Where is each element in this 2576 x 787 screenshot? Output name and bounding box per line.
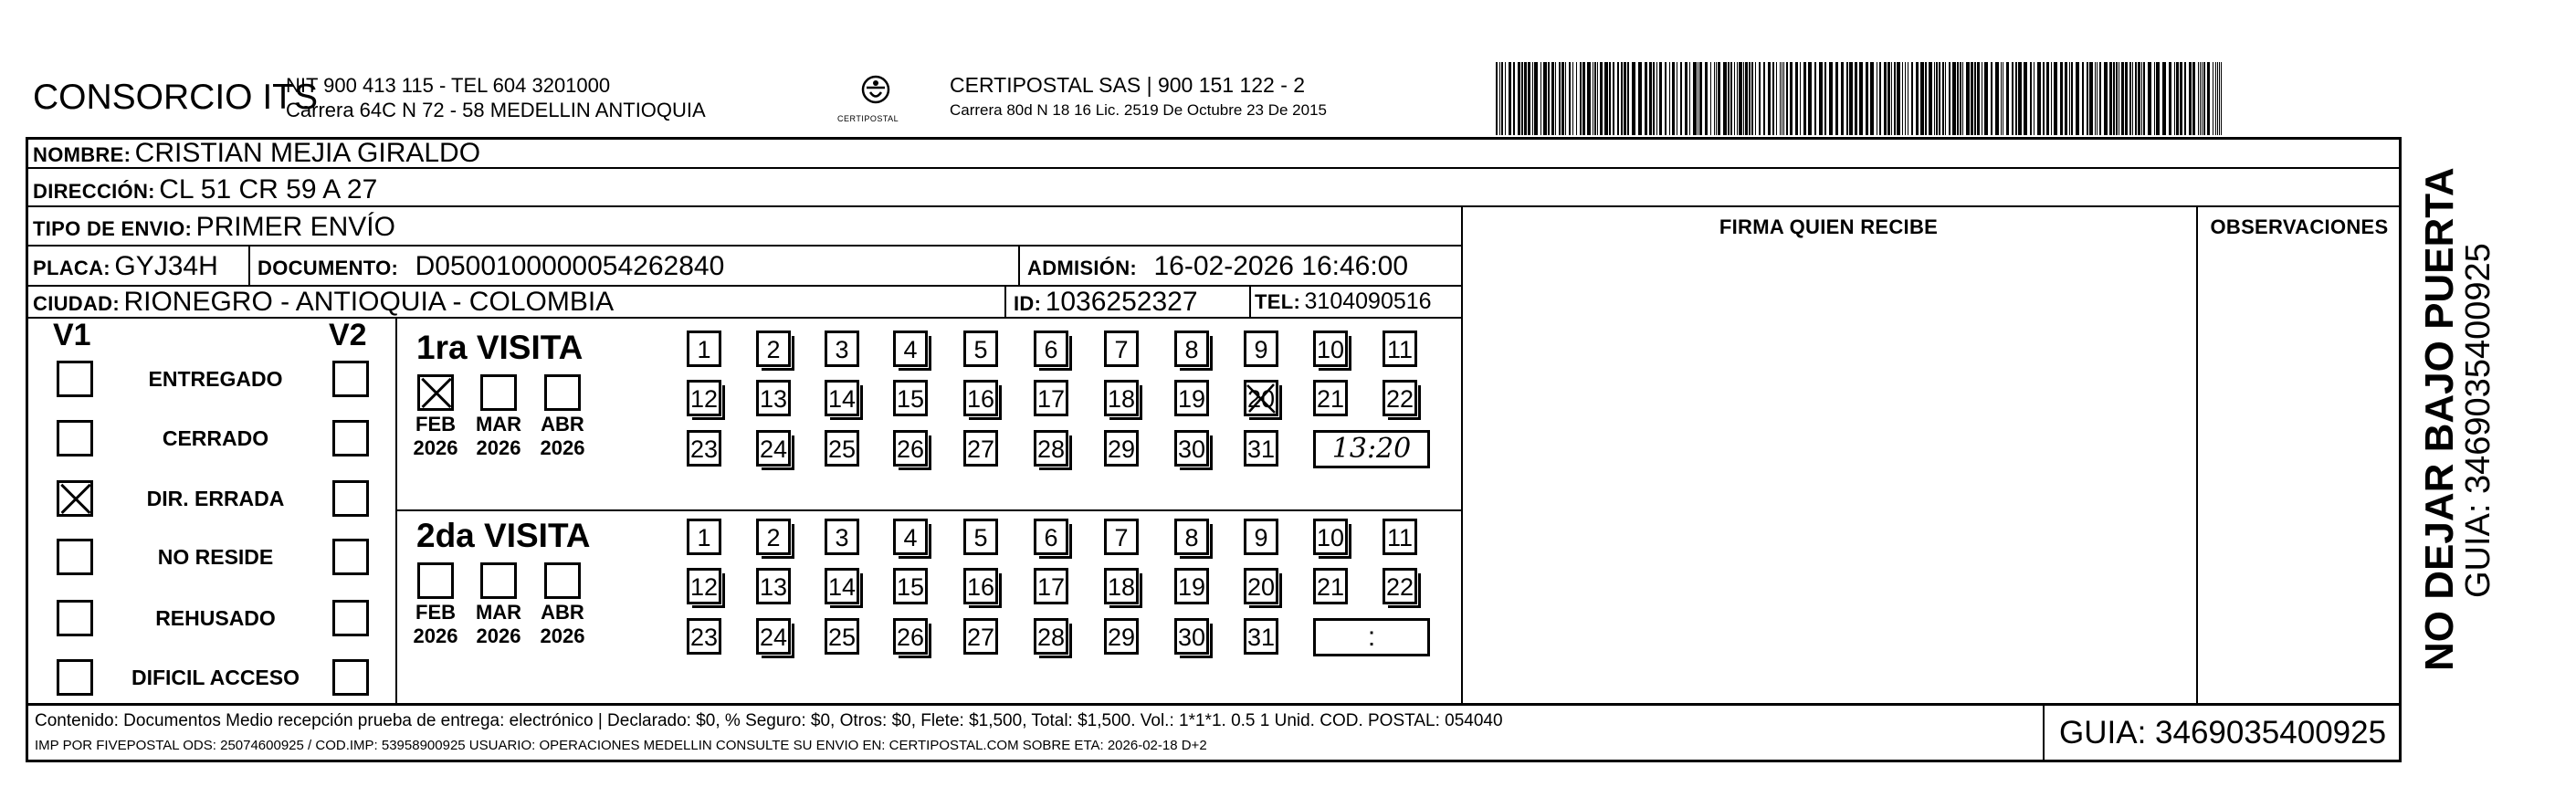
visit2-month-label: FEB 2026 xyxy=(413,601,458,647)
certipostal-line: CERTIPOSTAL SAS | 900 151 122 - 2 xyxy=(950,73,1306,97)
nit-line: NIT 900 413 115 - TEL 604 3201000 xyxy=(286,74,611,97)
v1-checkbox[interactable] xyxy=(57,361,93,397)
visit1-day-4[interactable]: 4 xyxy=(893,331,928,367)
visit1-month-label: FEB 2026 xyxy=(413,413,458,459)
visit1-month-checkbox[interactable] xyxy=(480,374,517,411)
v2-checkbox[interactable] xyxy=(332,539,369,575)
v1-checkbox[interactable] xyxy=(57,600,93,636)
contenido-text: Contenido: Documentos Medio recepción prueba de entrega: electrónico | Declarado: $0, % Seguro: $0, Otros: $0, Flete: $1,500, Total: $1,500. Vol.: 1*1*1. 0.5 1 Unid. COD. POSTAL: 054040 xyxy=(35,711,1503,730)
tipo-value: PRIMER ENVÍO xyxy=(195,212,395,242)
visit1-day-31[interactable]: 31 xyxy=(1244,430,1278,467)
license-line: Carrera 80d N 18 16 Lic. 2519 De Octubre 23 De 2015 xyxy=(950,101,1327,119)
visit2-day-22[interactable]: 22 xyxy=(1383,568,1417,604)
visit2-day-20[interactable]: 20 xyxy=(1244,568,1278,604)
nombre-label: NOMBRE: xyxy=(33,143,131,166)
visit2-day-31[interactable]: 31 xyxy=(1244,618,1278,655)
visit1-day-22[interactable]: 22 xyxy=(1383,380,1417,416)
visit1-day-14[interactable]: 14 xyxy=(825,380,859,416)
admision-cell xyxy=(1027,251,1408,282)
direccion-value: CL 51 CR 59 A 27 xyxy=(159,174,378,205)
visit1-time-box[interactable]: 13:20 xyxy=(1313,430,1430,468)
v1-checkbox[interactable] xyxy=(57,480,93,517)
visit1-day-17[interactable]: 17 xyxy=(1034,380,1068,416)
visit1-day-24[interactable]: 24 xyxy=(756,430,791,467)
logo-caption: CERTIPOSTAL xyxy=(837,114,899,123)
id-cell xyxy=(1014,287,1198,318)
visit2-day-13[interactable]: 13 xyxy=(756,568,791,604)
ciudad-label: CIUDAD: xyxy=(33,292,120,315)
visit2-day-5[interactable]: 5 xyxy=(963,519,998,555)
side-guia: GUIA: 3469035400925 xyxy=(2459,243,2497,598)
visit2-day-12[interactable]: 12 xyxy=(687,568,721,604)
handwritten-x-mark xyxy=(1244,380,1278,416)
admision-label: ADMISIÓN: xyxy=(1027,257,1138,279)
documento-value: D0500100000054262840 xyxy=(415,251,725,281)
certipostal-logo xyxy=(854,73,898,111)
status-label: REHUSADO xyxy=(155,606,276,630)
visit2-day-26[interactable]: 26 xyxy=(893,618,928,655)
visit2-month-checkbox[interactable] xyxy=(480,562,517,599)
firma-header: FIRMA QUIEN RECIBE xyxy=(1719,215,1939,238)
visit2-day-24[interactable]: 24 xyxy=(756,618,791,655)
visit1-day-1[interactable]: 1 xyxy=(687,331,721,367)
visit2-day-14[interactable]: 14 xyxy=(825,568,859,604)
visit1-day-2[interactable]: 2 xyxy=(756,331,791,367)
visit1-day-11[interactable]: 11 xyxy=(1383,331,1417,367)
id-value: 1036252327 xyxy=(1045,287,1198,317)
visit1-day-13[interactable]: 13 xyxy=(756,380,791,416)
status-label: ENTREGADO xyxy=(148,367,283,391)
visit2-day-10[interactable]: 10 xyxy=(1313,519,1348,555)
visit1-day-12[interactable]: 12 xyxy=(687,380,721,416)
tipo-label: TIPO DE ENVIO: xyxy=(33,217,193,240)
id-label: ID: xyxy=(1014,292,1042,315)
status-label: DIR. ERRADA xyxy=(146,487,285,510)
v1-header: V1 xyxy=(53,318,91,352)
admision-value: 16-02-2026 16:46:00 xyxy=(1153,251,1409,281)
ciudad-value: RIONEGRO - ANTIOQUIA - COLOMBIA xyxy=(123,287,615,317)
company-info xyxy=(286,73,706,122)
visit1-month-checkbox[interactable] xyxy=(544,374,581,411)
v2-checkbox[interactable] xyxy=(332,600,369,636)
v2-checkbox[interactable] xyxy=(332,659,369,696)
visit2-day-1[interactable]: 1 xyxy=(687,519,721,555)
visit2-month-checkbox[interactable] xyxy=(544,562,581,599)
company-name: CONSORCIO ITS xyxy=(33,78,319,117)
ciudad-cell xyxy=(33,287,614,318)
visit1-month-label: MAR 2026 xyxy=(475,413,522,459)
address-line: Carrera 64C N 72 - 58 MEDELLIN ANTIOQUIA xyxy=(286,99,706,121)
nombre-value: CRISTIAN MEJIA GIRALDO xyxy=(134,138,481,168)
visit1-day-18[interactable]: 18 xyxy=(1104,380,1139,416)
v2-checkbox[interactable] xyxy=(332,420,369,456)
visit2-day-4[interactable]: 4 xyxy=(893,519,928,555)
visit2-title: 2da VISITA xyxy=(416,517,591,554)
placa-cell xyxy=(33,251,218,282)
visit2-day-8[interactable]: 8 xyxy=(1174,519,1209,555)
visit2-time-box[interactable]: : xyxy=(1313,618,1430,656)
visit1-day-16[interactable]: 16 xyxy=(963,380,998,416)
visit2-day-19[interactable]: 19 xyxy=(1174,568,1209,604)
visit2-day-29[interactable]: 29 xyxy=(1104,618,1139,655)
visit2-day-15[interactable]: 15 xyxy=(893,568,928,604)
visit1-month-checkbox[interactable] xyxy=(417,374,454,411)
side-warning: NO DEJAR BAJO PUERTA xyxy=(2417,167,2462,671)
v2-checkbox[interactable] xyxy=(332,480,369,517)
visit2-day-18[interactable]: 18 xyxy=(1104,568,1139,604)
visit2-day-21[interactable]: 21 xyxy=(1313,568,1348,604)
visit1-day-3[interactable]: 3 xyxy=(825,331,859,367)
visit1-title: 1ra VISITA xyxy=(416,329,584,366)
visit1-day-26[interactable]: 26 xyxy=(893,430,928,467)
visit1-day-27[interactable]: 27 xyxy=(963,430,998,467)
visit1-day-21[interactable]: 21 xyxy=(1313,380,1348,416)
visit2-month-checkbox[interactable] xyxy=(417,562,454,599)
placa-value: GYJ34H xyxy=(114,251,218,281)
visit1-day-25[interactable]: 25 xyxy=(825,430,859,467)
direccion-row xyxy=(33,174,377,205)
placa-label: PLACA: xyxy=(33,257,110,279)
visit2-day-23[interactable]: 23 xyxy=(687,618,721,655)
nombre-row xyxy=(33,138,480,169)
tipo-row xyxy=(33,212,395,243)
visit1-day-7[interactable]: 7 xyxy=(1104,331,1139,367)
visit1-day-19[interactable]: 19 xyxy=(1174,380,1209,416)
visit1-day-28[interactable]: 28 xyxy=(1034,430,1068,467)
imp-text: IMP POR FIVEPOSTAL ODS: 25074600925 / COD.IMP: 53958900925 USUARIO: OPERACIONES MEDELLIN CONSULTE SU ENVIO EN: CERTIPOSTAL.COM SOBRE ETA: 2026-02-18 D+2 xyxy=(35,738,1207,753)
barcode xyxy=(1496,62,2222,135)
certipostal-info xyxy=(950,73,1327,120)
visit1-day-10[interactable]: 10 xyxy=(1313,331,1348,367)
status-label: DIFICIL ACCESO xyxy=(131,666,300,689)
visit2-day-25[interactable]: 25 xyxy=(825,618,859,655)
v1-checkbox[interactable] xyxy=(57,539,93,575)
v1-checkbox[interactable] xyxy=(57,659,93,696)
visit2-day-2[interactable]: 2 xyxy=(756,519,791,555)
visit2-month-label: ABR 2026 xyxy=(540,601,585,647)
visit2-day-7[interactable]: 7 xyxy=(1104,519,1139,555)
documento-label: DOCUMENTO: xyxy=(258,257,399,279)
observaciones-header: OBSERVACIONES xyxy=(2210,215,2389,238)
visit1-day-8[interactable]: 8 xyxy=(1174,331,1209,367)
visit2-month-label: MAR 2026 xyxy=(475,601,522,647)
v2-header: V2 xyxy=(329,318,367,352)
visit1-day-29[interactable]: 29 xyxy=(1104,430,1139,467)
tel-cell xyxy=(1255,289,1432,315)
documento-cell xyxy=(258,251,724,282)
visit2-day-27[interactable]: 27 xyxy=(963,618,998,655)
status-label: CERRADO xyxy=(162,426,269,450)
visit2-day-3[interactable]: 3 xyxy=(825,519,859,555)
visit2-day-6[interactable]: 6 xyxy=(1034,519,1068,555)
visit2-day-9[interactable]: 9 xyxy=(1244,519,1278,555)
tel-value: 3104090516 xyxy=(1304,289,1432,314)
visit2-day-28[interactable]: 28 xyxy=(1034,618,1068,655)
visit2-day-11[interactable]: 11 xyxy=(1383,519,1417,555)
v2-checkbox[interactable] xyxy=(332,361,369,397)
tel-label: TEL: xyxy=(1255,290,1301,313)
status-label: NO RESIDE xyxy=(157,545,274,569)
visit2-day-17[interactable]: 17 xyxy=(1034,568,1068,604)
visit1-day-20[interactable]: 20 xyxy=(1244,380,1278,416)
v1-checkbox[interactable] xyxy=(57,420,93,456)
direccion-label: DIRECCIÓN: xyxy=(33,180,155,203)
visit1-month-label: ABR 2026 xyxy=(540,413,585,459)
visit1-day-23[interactable]: 23 xyxy=(687,430,721,467)
visit1-day-9[interactable]: 9 xyxy=(1244,331,1278,367)
footer-guia: GUIA: 3469035400925 xyxy=(2059,715,2387,750)
visit1-day-6[interactable]: 6 xyxy=(1034,331,1068,367)
visit1-day-15[interactable]: 15 xyxy=(893,380,928,416)
visit2-day-16[interactable]: 16 xyxy=(963,568,998,604)
visit1-day-5[interactable]: 5 xyxy=(963,331,998,367)
visit1-day-30[interactable]: 30 xyxy=(1174,430,1209,467)
visit2-day-30[interactable]: 30 xyxy=(1174,618,1209,655)
